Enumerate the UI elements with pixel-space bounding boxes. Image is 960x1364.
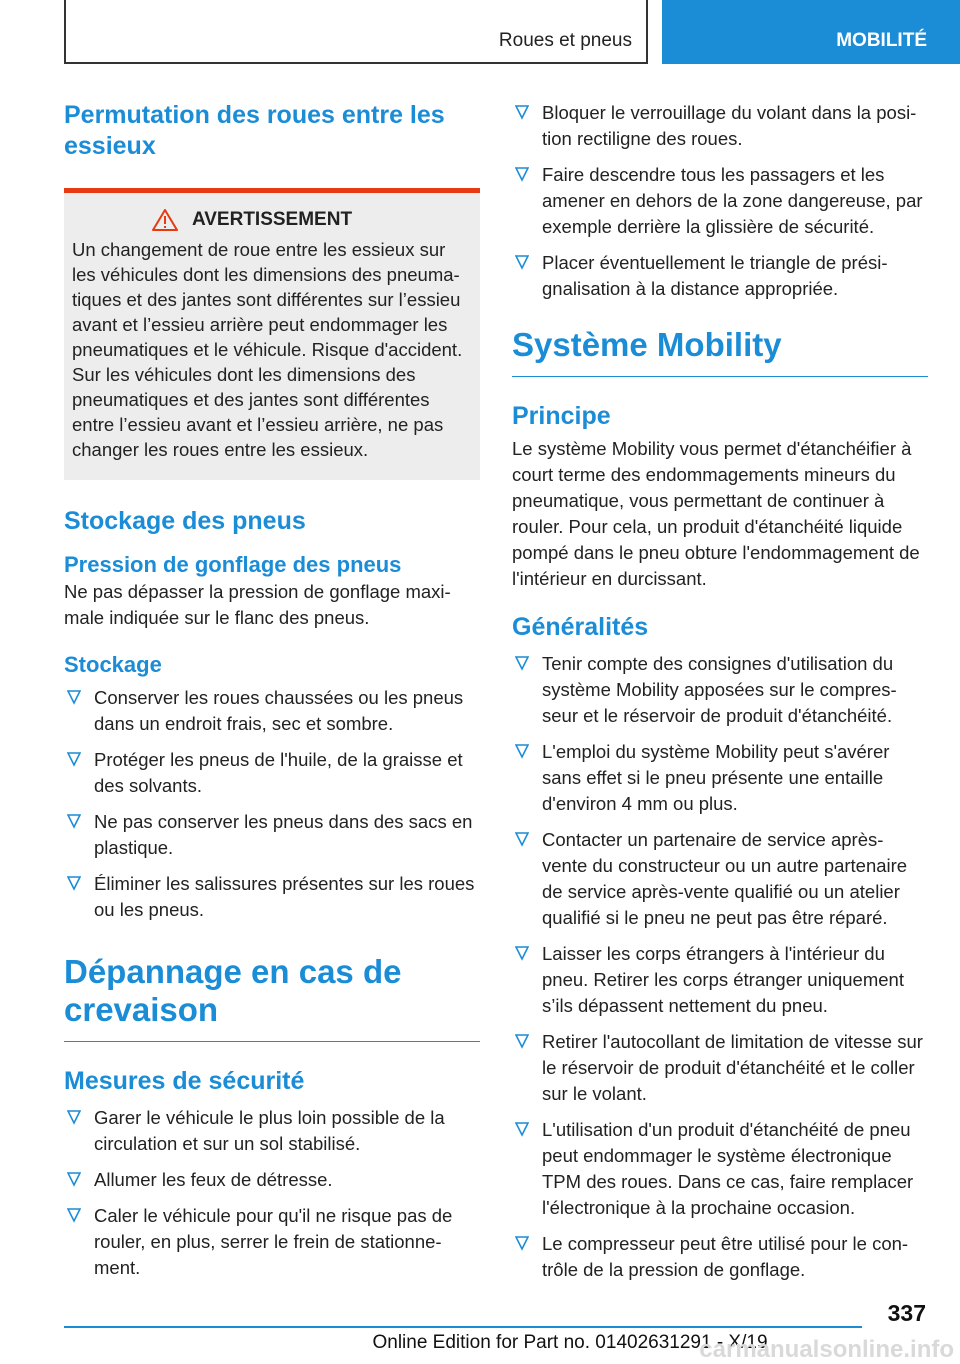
- mesures-continued-list: [512, 100, 928, 302]
- principe-text: Le système Mobility vous permet d'étanchéifier à court terme des endommagements mineurs du pneumatique, vous permettant de continuer à rouler. Pour cela, un produit d'étanchéité liquide pompé dans le pneu obture l'endommagement de l'intérieur en durcissant.: [512, 438, 920, 589]
- list-item-text: Éliminer les salissures présentes sur les roues ou les pneus.: [94, 873, 475, 920]
- list-item: [64, 1167, 480, 1193]
- header-chapter-tab: MOBILITÉ: [662, 0, 960, 64]
- footer-edition: Online Edition for Part no. 01402631291 - X/19: [372, 1332, 768, 1353]
- list-item: [512, 651, 928, 729]
- list-item-text: L'utilisation d'un produit d'étanchéité de pneu peut endommager le système électronique TPM des roues. Dans ce cas, faire remplacer l'électronique à la prochaine occasion.: [542, 1119, 914, 1218]
- triangle-bullet-icon: [515, 945, 529, 961]
- triangle-bullet-icon: [515, 166, 529, 182]
- triangle-bullet-icon: [67, 875, 81, 891]
- list-item: [512, 162, 928, 240]
- triangle-bullet-icon: [67, 1171, 81, 1187]
- list-item-text: Laisser les corps étrangers à l'intérieur du pneu. Retirer les corps étranger uniquement s’ils dépassent nettement du pneu.: [542, 943, 904, 1016]
- warning-header: [72, 207, 472, 233]
- list-item: [512, 1117, 928, 1221]
- triangle-bullet-icon: [67, 813, 81, 829]
- list-item-text: Placer éventuellement le triangle de prési- gnalisation à la distance appropriée.: [542, 252, 888, 299]
- list-item: [64, 1105, 480, 1157]
- depannage-heading: Dépannage en cas de crevaison: [64, 953, 480, 1042]
- header-section-title: Roues et pneus: [498, 30, 632, 51]
- pression-text: Ne pas dépasser la pression de gonflage maxi- male indiquée sur le flanc des pneus.: [64, 581, 451, 628]
- list-item-text: Conserver les roues chaussées ou les pneus dans un endroit frais, sec et sombre.: [94, 687, 464, 734]
- list-item-text: Retirer l'autocollant de limitation de vitesse sur le réservoir de produit d'étanchéité et le coller sur le volant.: [542, 1031, 923, 1104]
- right-column: [512, 100, 928, 1293]
- mesures-list: [64, 1105, 480, 1281]
- stockage-subheading: Stockage: [64, 652, 162, 677]
- warning-text: Un changement de roue entre les essieux sur les véhicules dont les dimensions des pneuma- tiques et des jantes sont différentes sur l’essieu avant et l’essieu arrière peut endommager les pneumatiques et le véhicule. Risque d'accident. Sur les véhicules dont les dimensions des pneumatiques et des jantes sont différentes entre l’essieu avant et l’essieu arrière, ne pas changer les roues entre les essieux.: [72, 239, 463, 460]
- warning-triangle-icon: [152, 209, 178, 231]
- warning-title: AVERTISSEMENT: [191, 209, 353, 230]
- list-item: [512, 250, 928, 302]
- list-item: [64, 747, 480, 799]
- list-item-text: Ne pas conserver les pneus dans des sacs en plastique.: [94, 811, 473, 858]
- watermark: carmanualsonline.info: [699, 1336, 954, 1363]
- warning-box: [64, 188, 480, 480]
- triangle-bullet-icon: [515, 1033, 529, 1049]
- list-item-text: Tenir compte des consignes d'utilisation du système Mobility apposées sur le compres- seur et le réservoir de produit d'étanchéité.: [542, 653, 897, 726]
- list-item: [512, 941, 928, 1019]
- permutation-heading: Permutation des roues entre les essieux: [64, 101, 445, 160]
- list-item-text: L'emploi du système Mobility peut s'avérer sans effet si le pneu présente une entaille d'environ 4 mm ou plus.: [542, 741, 890, 814]
- list-item-text: Allumer les feux de détresse.: [94, 1169, 333, 1190]
- list-item-text: Bloquer le verrouillage du volant dans la posi- tion rectiligne des roues.: [542, 102, 917, 149]
- list-item-text: Le compresseur peut être utilisé pour le con- trôle de la pression de gonflage.: [542, 1233, 909, 1280]
- triangle-bullet-icon: [515, 1235, 529, 1251]
- triangle-bullet-icon: [515, 104, 529, 120]
- stockage-heading: Stockage des pneus: [64, 507, 306, 535]
- list-item-text: Faire descendre tous les passagers et les amener en dehors de la zone dangereuse, par exemple derrière la glissière de sécurité.: [542, 164, 923, 237]
- triangle-bullet-icon: [67, 689, 81, 705]
- list-item-text: Caler le véhicule pour qu'il ne risque pas de rouler, en plus, serrer le frein de stationne- ment.: [94, 1205, 453, 1278]
- pression-heading: Pression de gonflage des pneus: [64, 552, 402, 577]
- page-number: 337: [887, 1300, 926, 1326]
- list-item-text: Garer le véhicule le plus loin possible de la circulation et sur un sol stabilisé.: [94, 1107, 445, 1154]
- list-item: [512, 100, 928, 152]
- list-item-text: Contacter un partenaire de service après- vente du constructeur ou un autre partenaire de service après-vente qualifié ou un atelier qualifié si le pneu ne peut pas être réparé.: [542, 829, 908, 928]
- generalites-list: [512, 651, 928, 1283]
- triangle-bullet-icon: [515, 254, 529, 270]
- triangle-bullet-icon: [67, 751, 81, 767]
- footer-divider: [64, 1326, 862, 1328]
- left-column: [64, 100, 480, 1291]
- list-item: [64, 685, 480, 737]
- list-item: [64, 871, 480, 923]
- list-item: [64, 809, 480, 861]
- triangle-bullet-icon: [515, 655, 529, 671]
- list-item: [512, 1231, 928, 1283]
- triangle-bullet-icon: [67, 1207, 81, 1223]
- stockage-list: [64, 685, 480, 923]
- systeme-mobility-heading: Système Mobility: [512, 326, 928, 377]
- triangle-bullet-icon: [515, 743, 529, 759]
- header-section-box: [64, 0, 648, 64]
- triangle-bullet-icon: [515, 831, 529, 847]
- list-item: [512, 1029, 928, 1107]
- triangle-bullet-icon: [515, 1121, 529, 1137]
- generalites-heading: Généralités: [512, 613, 649, 641]
- list-item: [64, 1203, 480, 1281]
- mesures-heading: Mesures de sécurité: [64, 1067, 305, 1095]
- list-item: [512, 827, 928, 931]
- triangle-bullet-icon: [67, 1109, 81, 1125]
- list-item-text: Protéger les pneus de l'huile, de la graisse et des solvants.: [94, 749, 463, 796]
- list-item: [512, 739, 928, 817]
- principe-heading: Principe: [512, 402, 611, 430]
